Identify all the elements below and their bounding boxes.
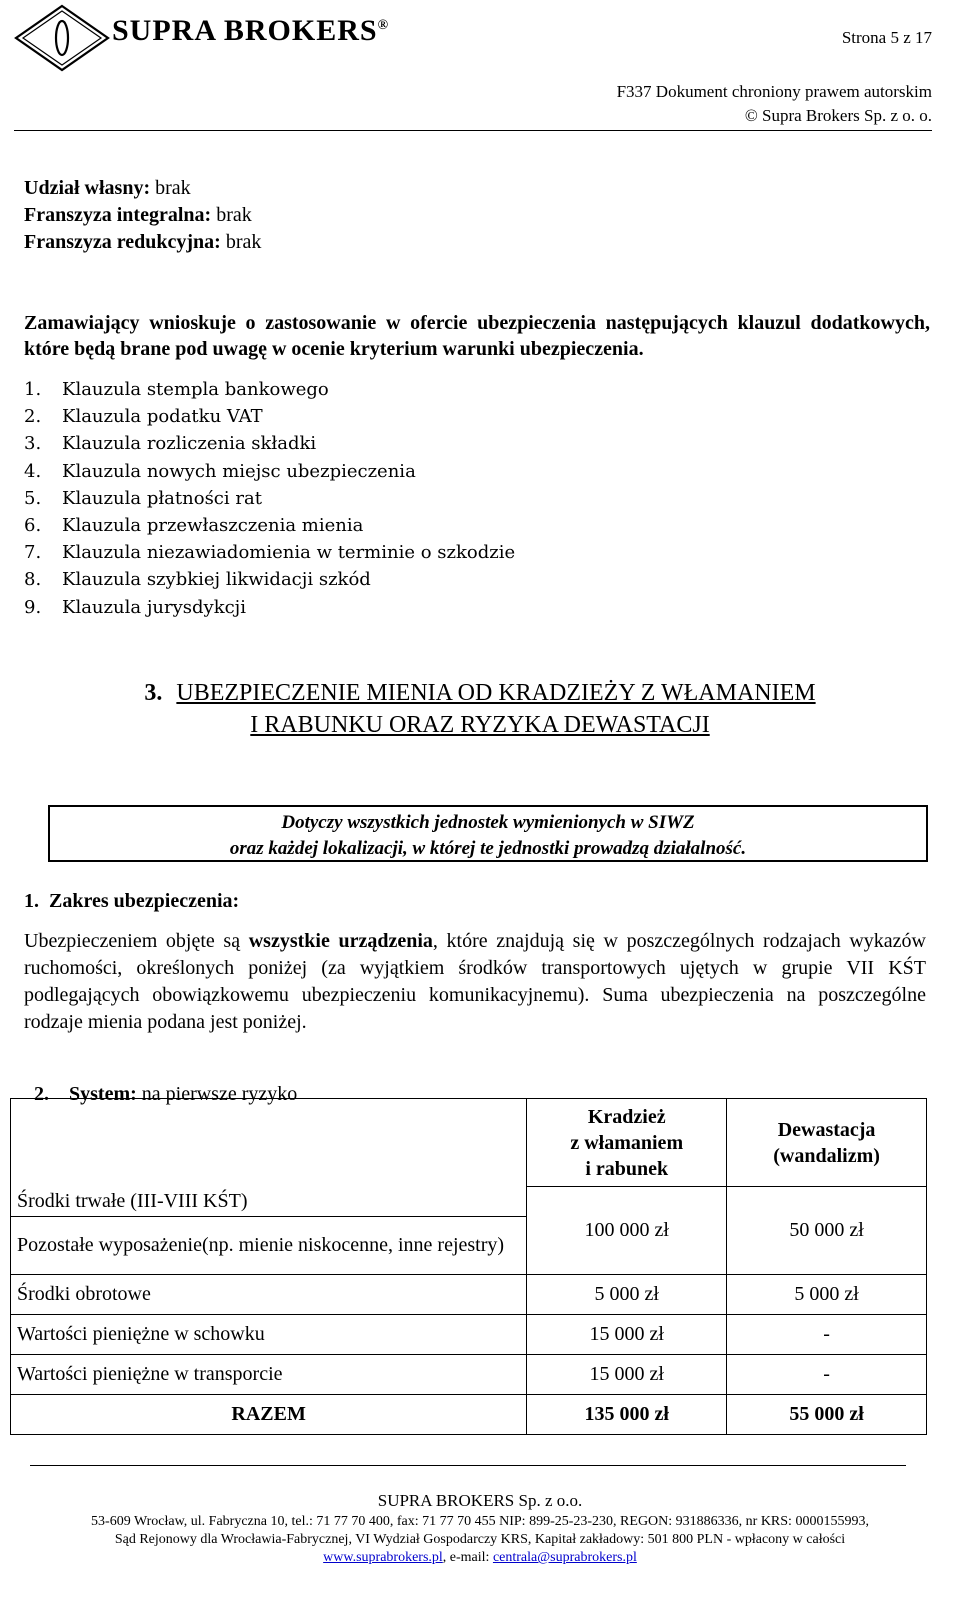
table-cell-value: 15 000 zł	[527, 1315, 727, 1355]
table-header-vandalism: Dewastacja (wandalizm)	[727, 1099, 927, 1187]
list-item: 9. Klauzula jurysdykcji	[24, 596, 247, 618]
list-item: 3. Klauzula rozliczenia składki	[24, 433, 317, 455]
list-item: 7. Klauzula niezawiadomienia w terminie o szkodzie	[24, 542, 516, 564]
table-row	[11, 1355, 927, 1395]
deductible-own-share: Udział własny: brak	[24, 177, 191, 199]
footer-company: SUPRA BROKERS Sp. z o.o.	[377, 1491, 583, 1510]
table-cell-vandalism-merged: 50 000 zł	[727, 1187, 927, 1275]
table-total-theft: 135 000 zł	[527, 1395, 727, 1435]
table-cell-theft-merged: 100 000 zł	[527, 1187, 727, 1275]
table-cell-value: 5 000 zł	[527, 1275, 727, 1315]
company-logo	[14, 4, 110, 72]
footer-court: Sąd Rejonowy dla Wrocławia-Fabrycznej, VI Wydział Gospodarczy KRS, Kapitał zakładowy: 501 800 PLN - wpłacony w całości	[114, 1532, 846, 1547]
clause-list	[24, 376, 515, 621]
footer-contact: www.suprabrokers.pl, e-mail: centrala@suprabrokers.pl	[323, 1550, 637, 1565]
table-cell-label: Wartości pieniężne w schowku	[11, 1315, 527, 1355]
table-header-empty	[11, 1099, 527, 1187]
copyright-notice: F337 Dokument chroniony prawem autorskim	[616, 82, 932, 101]
clauses-intro: Zamawiający wnioskuje o zastosowanie w ofercie ubezpieczenia następujących klauzul dodatkowych, które będą brane pod uwagę w ocenie kryterium warunki ubezpieczenia.	[24, 312, 930, 360]
list-item: 2. Klauzula podatku VAT	[24, 406, 263, 428]
deductible-integral: Franszyza integralna: brak	[24, 204, 252, 226]
scope-notice-box	[48, 805, 928, 862]
list-item: 6. Klauzula przewłaszczenia mienia	[24, 514, 364, 536]
section-title-line2: I RABUNKU ORAZ RYZYKA DEWASTACJI	[250, 712, 710, 738]
table-cell-label: Środki trwałe (III-VIII KŚT)	[11, 1187, 527, 1217]
page-number: Strona 5 z 17	[841, 28, 932, 47]
footer-address: 53-609 Wrocław, ul. Fabryczna 10, tel.: 71 77 70 400, fax: 71 77 70 455 NIP: 899-25-23-230, REGON: 931886336, nr KRS: 0000155993,	[91, 1514, 869, 1529]
scope-paragraph: Ubezpieczeniem objęte są wszystkie urządzenia, które znajdują się w poszczególnych rodzajach wykazów ruchomości, określonych poniżej (za wyjątkiem środków transportowych ujętych w grupie VII KŚT podlegających obowiązkowemu ubezpieczeniu komunikacyjnemu). Suma ubezpieczenia na poszczególne rodzaje mienia podana jest poniżej.	[24, 930, 926, 1033]
table-cell-label: Pozostałe wyposażenie(np. mienie niskocenne, inne rejestry)	[11, 1217, 527, 1275]
list-item: 4. Klauzula nowych miejsc ubezpieczenia	[24, 460, 416, 482]
table-row	[11, 1099, 927, 1187]
system-line: 2. System: na pierwsze ryzyko	[34, 1083, 298, 1105]
email-link[interactable]: centrala@suprabrokers.pl	[492, 1550, 637, 1565]
list-item: 5. Klauzula płatności rat	[24, 487, 262, 509]
table-cell-label: Wartości pieniężne w transporcie	[11, 1355, 527, 1395]
header-divider	[14, 130, 932, 131]
website-link[interactable]: www.suprabrokers.pl	[323, 1550, 443, 1565]
list-item: 8. Klauzula szybkiej likwidacji szkód	[24, 569, 371, 591]
table-row	[11, 1395, 927, 1435]
section-title: 3. UBEZPIECZENIE MIENIA OD KRADZIEŻY Z WŁAMANIEM	[144, 680, 816, 706]
scope-heading: 1. Zakres ubezpieczenia:	[24, 890, 240, 912]
list-item: 1. Klauzula stempla bankowego	[24, 379, 329, 400]
table-row	[11, 1275, 927, 1315]
table-total-label: RAZEM	[11, 1395, 527, 1435]
table-row	[11, 1315, 927, 1355]
footer-divider	[30, 1465, 906, 1466]
table-cell-value: -	[727, 1355, 927, 1395]
scope-notice-line2: oraz każdej lokalizacji, w której te jednostki prowadzą działalność.	[229, 838, 747, 859]
deductible-reductive: Franszyza redukcyjna: brak	[24, 231, 262, 253]
table-cell-value: 15 000 zł	[527, 1355, 727, 1395]
table-header-theft: Kradzież z włamaniem i rabunek	[527, 1099, 727, 1187]
table-cell-value: 5 000 zł	[727, 1275, 927, 1315]
scope-notice-line1: Dotyczy wszystkich jednostek wymienionych w SIWZ	[281, 812, 695, 833]
table-cell-value: -	[727, 1315, 927, 1355]
copyright-owner: © Supra Brokers Sp. z o. o.	[744, 106, 932, 125]
insurance-sum-table	[10, 1098, 927, 1435]
table-row	[11, 1187, 927, 1217]
brand-name: SUPRA BROKERS®	[112, 14, 390, 47]
table-total-vandalism: 55 000 zł	[727, 1395, 927, 1435]
table-cell-label: Środki obrotowe	[11, 1275, 527, 1315]
